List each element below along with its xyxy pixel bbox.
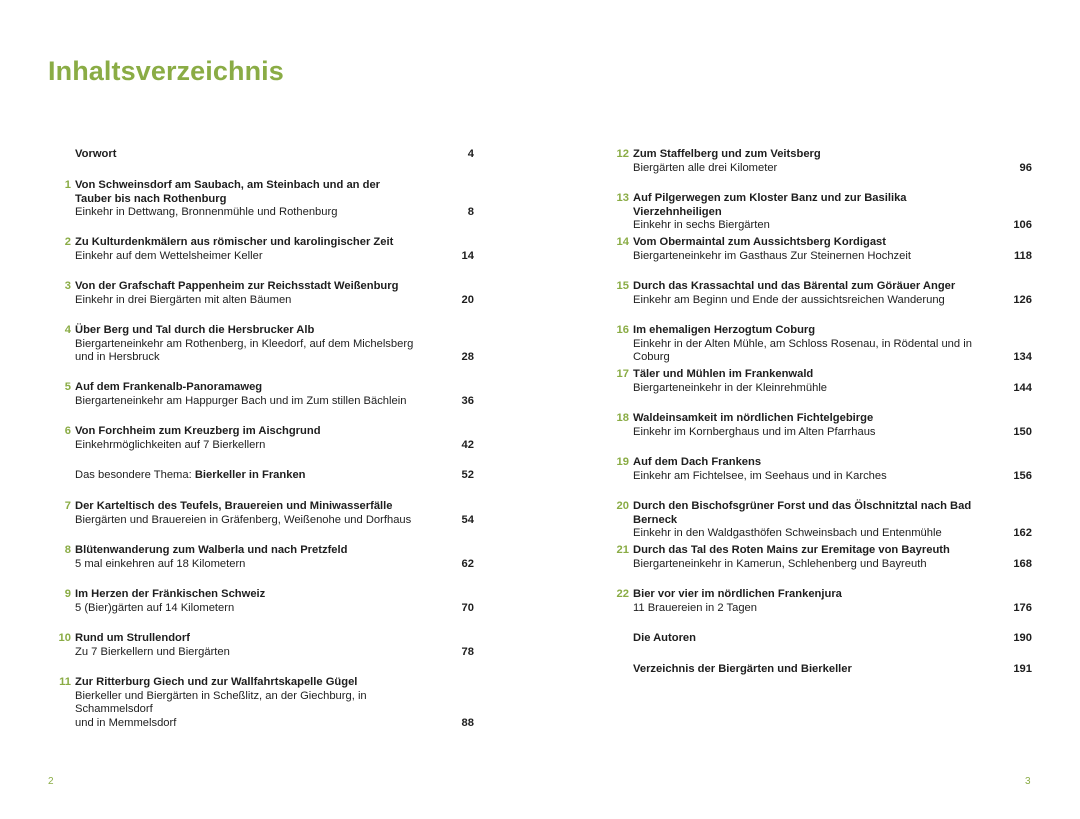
entry-text bbox=[75, 425, 474, 452]
toc-entry[interactable] bbox=[54, 588, 474, 615]
entry-text bbox=[633, 192, 1032, 233]
entry-heading: Zu Kulturdenkmälern aus römischer und karolingischer Zeit bbox=[75, 236, 394, 248]
entry-subtitle: Einkehr am Beginn und Ende der aussichtsreichen Wanderung bbox=[633, 293, 945, 306]
entry-heading: Über Berg und Tal durch die Hersbrucker Alb bbox=[75, 324, 315, 336]
entry-special-topic bbox=[75, 469, 416, 483]
toc-entry[interactable] bbox=[612, 500, 1032, 541]
page-number: 168 bbox=[1013, 557, 1032, 570]
page-number: 20 bbox=[461, 293, 474, 306]
entry-subtitle: Einkehr in Dettwang, Bronnenmühle und Rothenburg bbox=[75, 206, 338, 218]
entry-heading: Vom Obermaintal zum Aussichtsberg Kordigast bbox=[633, 236, 887, 248]
entry-text bbox=[633, 148, 1032, 175]
toc-entry[interactable] bbox=[54, 676, 474, 730]
entry-heading: Im ehemaligen Herzogtum Coburg bbox=[633, 324, 816, 336]
entry-text bbox=[633, 280, 1032, 307]
toc-entry[interactable] bbox=[54, 236, 474, 263]
toc-entry[interactable] bbox=[54, 544, 474, 571]
chapter-number: 1 bbox=[64, 179, 71, 191]
entry-heading: Von der Grafschaft Pappenheim zur Reichsstadt Weißenburg bbox=[75, 280, 399, 292]
entry-text bbox=[633, 368, 1032, 395]
page-number: 88 bbox=[461, 716, 474, 729]
entry-heading: Bierkeller in Franken bbox=[194, 469, 306, 481]
page-number: 96 bbox=[1019, 161, 1032, 174]
toc-entry[interactable] bbox=[612, 236, 1032, 263]
toc-entry[interactable] bbox=[54, 179, 474, 220]
entry-subtitle: 5 (Bier)gärten auf 14 Kilometern bbox=[75, 601, 235, 614]
folio-right: 3 bbox=[1025, 776, 1031, 787]
entry-heading: Durch das Krassachtal und das Bärental zum Göräuer Anger bbox=[633, 280, 956, 292]
entry-subtitle: Biergärten und Brauereien in Gräfenberg, Weißenohe und Dorfhaus bbox=[75, 513, 412, 526]
page-number: 14 bbox=[461, 249, 474, 262]
entry-text bbox=[633, 632, 1032, 646]
entry-subtitle: 11 Brauereien in 2 Tagen bbox=[633, 601, 757, 614]
entry-subtitle: Einkehr im Kornberghaus und im Alten Pfarrhaus bbox=[633, 425, 876, 438]
entry-text bbox=[75, 588, 474, 615]
chapter-number: 21 bbox=[616, 544, 629, 556]
entry-heading: Die Autoren bbox=[633, 632, 696, 644]
chapter-number: 15 bbox=[616, 280, 629, 292]
toc-entry[interactable] bbox=[54, 632, 474, 659]
toc-entry[interactable] bbox=[612, 368, 1032, 395]
toc-entry[interactable] bbox=[612, 192, 1032, 233]
page-number: 190 bbox=[1013, 632, 1032, 644]
entry-heading: Von Forchheim zum Kreuzberg im Aischgrund bbox=[75, 425, 321, 437]
chapter-number: 5 bbox=[64, 381, 71, 393]
toc-entry[interactable] bbox=[54, 148, 474, 162]
entry-heading: Auf Pilgerwegen zum Kloster Banz und zur Basilika Vierzehnheiligen bbox=[633, 192, 907, 218]
entry-subtitle: Biergarteneinkehr im Gasthaus Zur Steinernen Hochzeit bbox=[633, 249, 911, 262]
entry-heading: Auf dem Dach Frankens bbox=[633, 456, 762, 468]
entry-subtitle: Einkehr am Fichtelsee, im Seehaus und in Karches bbox=[633, 469, 887, 482]
chapter-number: 4 bbox=[64, 324, 71, 336]
toc-entry[interactable] bbox=[54, 500, 474, 527]
page-number: 42 bbox=[461, 438, 474, 451]
entry-text bbox=[75, 324, 474, 365]
entry-text bbox=[75, 676, 474, 730]
toc-entry[interactable] bbox=[612, 324, 1032, 365]
entry-subtitle: Einkehrmöglichkeiten auf 7 Bierkellern bbox=[75, 438, 266, 451]
toc-entry[interactable] bbox=[54, 469, 474, 483]
chapter-number: 9 bbox=[64, 588, 71, 600]
entry-text bbox=[75, 179, 474, 220]
page-number: 54 bbox=[461, 513, 474, 526]
toc-entry[interactable] bbox=[612, 412, 1032, 439]
entry-text bbox=[75, 469, 474, 483]
entry-subtitle: Einkehr in den Waldgasthöfen Schweinsbach und Entenmühle bbox=[633, 527, 942, 539]
chapter-number: 6 bbox=[64, 425, 71, 437]
page-number: 134 bbox=[1013, 351, 1032, 363]
entry-subtitle: Einkehr in drei Biergärten mit alten Bäumen bbox=[75, 293, 292, 306]
entry-text bbox=[633, 663, 1032, 677]
entry-subtitle: Biergarteneinkehr am Rothenberg, in Kleedorf, auf dem Michelsberg bbox=[75, 337, 414, 350]
page-number: 4 bbox=[467, 148, 474, 160]
entry-heading: Durch den Bischofsgrüner Forst und das Ölschnitztal nach Bad Berneck bbox=[633, 500, 972, 526]
entry-heading: Von Schweinsdorf am Saubach, am Steinbach und an der Tauber bis nach Rothenburg bbox=[75, 179, 381, 205]
entry-heading: Zum Staffelberg und zum Veitsberg bbox=[633, 148, 821, 160]
chapter-number: 2 bbox=[64, 236, 71, 248]
toc-entry[interactable] bbox=[54, 425, 474, 452]
toc-entry[interactable] bbox=[54, 324, 474, 365]
toc-entry[interactable] bbox=[54, 381, 474, 408]
entry-text bbox=[75, 280, 474, 307]
entry-text bbox=[75, 236, 474, 263]
page-number: 118 bbox=[1013, 249, 1032, 262]
chapter-number: 14 bbox=[616, 236, 629, 248]
chapter-number: 11 bbox=[59, 676, 71, 688]
toc-entry[interactable] bbox=[612, 632, 1032, 646]
entry-heading: Im Herzen der Fränkischen Schweiz bbox=[75, 588, 266, 600]
entry-subtitle: Biergarteneinkehr in der Kleinrehmühle bbox=[633, 381, 828, 394]
page-number: 70 bbox=[461, 601, 474, 614]
entry-subtitle: Biergarteneinkehr am Happurger Bach und im Zum stillen Bächlein bbox=[75, 394, 407, 407]
entry-text bbox=[75, 632, 474, 659]
entry-text bbox=[75, 381, 474, 408]
entry-text bbox=[633, 236, 1032, 263]
entry-heading: Der Karteltisch des Teufels, Brauereien und Miniwasserfälle bbox=[75, 500, 393, 512]
page-number: 162 bbox=[1013, 527, 1032, 539]
entry-subtitle: 5 mal einkehren auf 18 Kilometern bbox=[75, 557, 246, 570]
entry-subtitle: und in Hersbruck bbox=[75, 351, 160, 363]
toc-entry[interactable] bbox=[612, 663, 1032, 677]
chapter-number: 19 bbox=[616, 456, 629, 468]
page-title: Inhaltsverzeichnis bbox=[48, 56, 284, 86]
entry-heading: Durch das Tal des Roten Mains zur Eremitage von Bayreuth bbox=[633, 544, 950, 556]
chapter-number: 20 bbox=[616, 500, 629, 512]
entry-subtitle: Bierkeller und Biergärten in Scheßlitz, an der Giechburg, in Schammelsdorf bbox=[75, 689, 367, 715]
chapter-number: 3 bbox=[64, 280, 71, 292]
entry-text bbox=[75, 500, 474, 527]
chapter-number: 13 bbox=[616, 192, 629, 204]
entry-subtitle: und in Memmelsdorf bbox=[75, 716, 177, 729]
folio-left: 2 bbox=[48, 776, 54, 787]
chapter-number: 10 bbox=[58, 632, 71, 644]
entry-heading: Täler und Mühlen im Frankenwald bbox=[633, 368, 814, 380]
chapter-number: 17 bbox=[616, 368, 629, 380]
toc-entry[interactable] bbox=[54, 280, 474, 307]
entry-heading: Rund um Strullendorf bbox=[75, 632, 190, 644]
chapter-number: 7 bbox=[64, 500, 71, 512]
chapter-number: 8 bbox=[64, 544, 71, 556]
toc-entry[interactable] bbox=[612, 544, 1032, 571]
entry-subtitle: Zu 7 Bierkellern und Biergärten bbox=[75, 645, 230, 658]
entry-subtitle: Biergärten alle drei Kilometer bbox=[633, 161, 778, 174]
toc-entry[interactable] bbox=[612, 280, 1032, 307]
entry-text bbox=[633, 588, 1032, 615]
page-number: 191 bbox=[1013, 663, 1032, 675]
toc-entry[interactable] bbox=[612, 456, 1032, 483]
page-number: 36 bbox=[461, 394, 474, 407]
entry-heading: Blütenwanderung zum Walberla und nach Pretzfeld bbox=[75, 544, 348, 556]
entry-heading: Bier vor vier im nördlichen Frankenjura bbox=[633, 588, 842, 600]
chapter-number: 18 bbox=[616, 412, 629, 424]
entry-heading: Waldeinsamkeit im nördlichen Fichtelgebirge bbox=[633, 412, 874, 424]
page-number: 28 bbox=[461, 351, 474, 363]
entry-heading: Vorwort bbox=[75, 148, 117, 160]
page-number: 176 bbox=[1013, 601, 1032, 614]
entry-heading: Zur Ritterburg Giech und zur Wallfahrtskapelle Gügel bbox=[75, 676, 358, 688]
entry-text bbox=[633, 456, 1032, 483]
entry-text bbox=[75, 544, 474, 571]
entry-subtitle: Biergarteneinkehr in Kamerun, Schlehenberg und Bayreuth bbox=[633, 557, 927, 570]
page-number: 150 bbox=[1013, 425, 1032, 438]
entry-text bbox=[633, 412, 1032, 439]
page-number: 156 bbox=[1013, 469, 1032, 482]
chapter-number: 16 bbox=[616, 324, 629, 336]
entry-text bbox=[633, 544, 1032, 571]
entry-subtitle: Einkehr auf dem Wettelsheimer Keller bbox=[75, 249, 263, 262]
chapter-number: 22 bbox=[616, 588, 629, 600]
entry-text bbox=[633, 324, 1032, 365]
entry-subtitle: Einkehr in sechs Biergärten bbox=[633, 219, 770, 231]
page-number: 8 bbox=[467, 206, 474, 218]
toc-entry[interactable] bbox=[612, 148, 1032, 175]
entry-heading: Verzeichnis der Biergärten und Bierkeller bbox=[633, 663, 852, 675]
page-number: 52 bbox=[461, 469, 474, 481]
page-number: 126 bbox=[1013, 293, 1032, 306]
entry-text bbox=[633, 500, 1032, 541]
entry-heading: Auf dem Frankenalb-Panoramaweg bbox=[75, 381, 263, 393]
entry-text bbox=[75, 148, 474, 162]
page-number: 78 bbox=[461, 645, 474, 658]
entry-prefix: Das besondere Thema: bbox=[75, 469, 195, 481]
page-number: 144 bbox=[1013, 381, 1032, 394]
page-number: 62 bbox=[461, 557, 474, 570]
toc-entry[interactable] bbox=[612, 588, 1032, 615]
chapter-number: 12 bbox=[616, 148, 629, 160]
entry-subtitle: Einkehr in der Alten Mühle, am Schloss Rosenau, in Rödental und in Coburg bbox=[633, 337, 972, 363]
page-number: 106 bbox=[1013, 219, 1032, 231]
